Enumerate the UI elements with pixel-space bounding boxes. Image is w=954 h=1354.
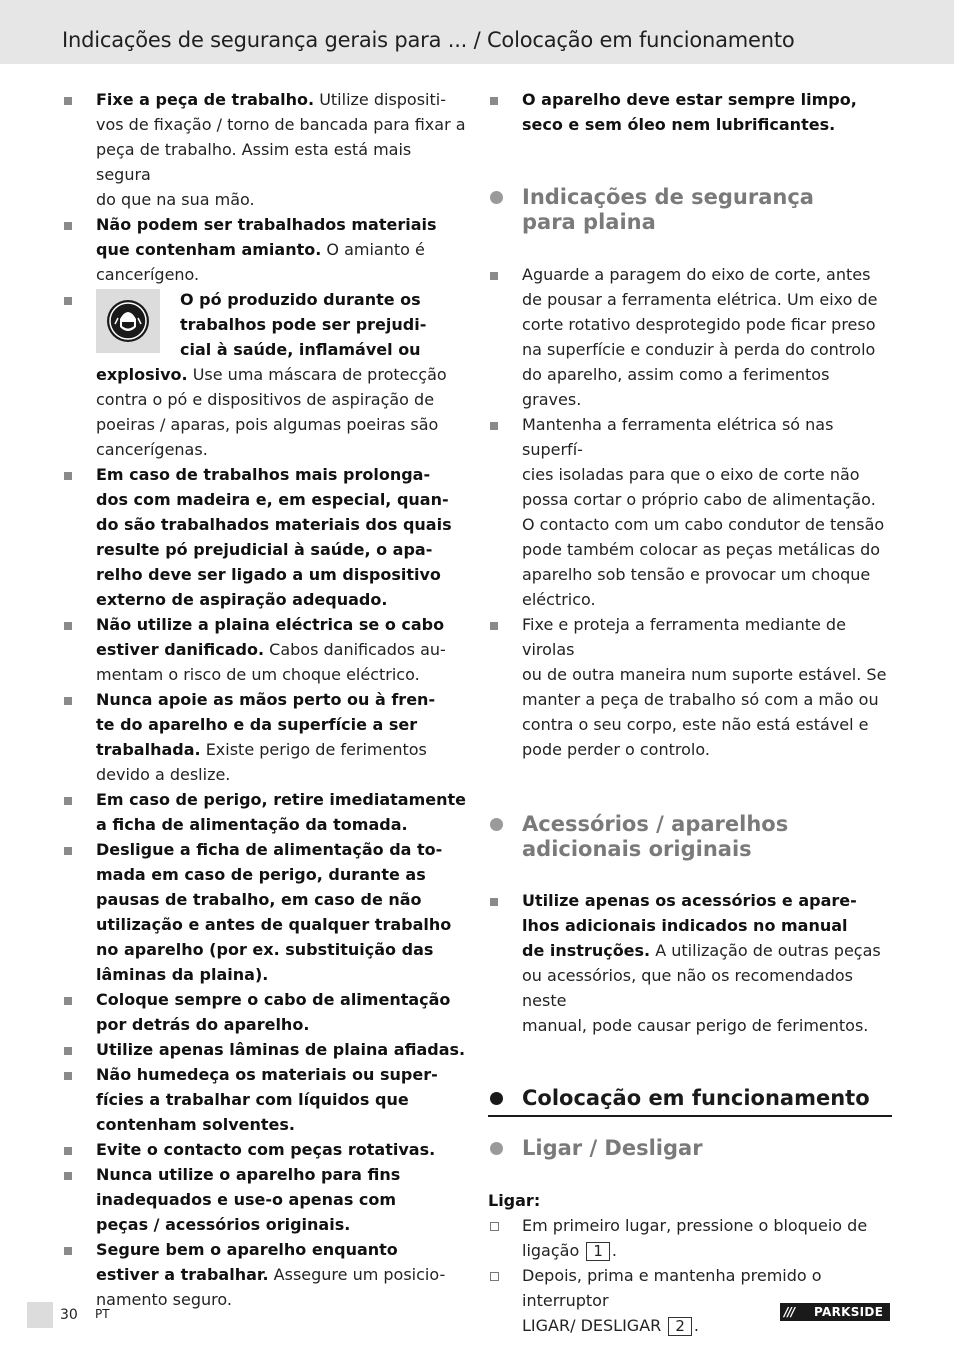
body-text: de pousar a ferramenta elétrica. Um eixo de: [522, 290, 878, 309]
bullet-icon: [490, 97, 498, 105]
body-text: ou de outra maneira num suporte estável. Se: [522, 665, 887, 684]
list-item: [488, 888, 892, 1038]
bullet-icon: [64, 1147, 72, 1155]
bold-text: lhos adicionais indicados no manual: [522, 916, 848, 935]
bold-text: de instruções.: [522, 941, 651, 960]
list-item: [62, 1137, 466, 1162]
list-item: [62, 212, 466, 287]
body-text: peça de trabalho. Assim esta está mais segura: [96, 140, 412, 184]
page-number-box: [27, 1302, 53, 1328]
bold-text: no aparelho (por ex. substituição das: [96, 940, 434, 959]
body-text: Fixe e proteja a ferramenta mediante de virolas: [522, 615, 846, 659]
bold-text: Utilize apenas os acessórios e apare-: [522, 891, 857, 910]
bold-text: O aparelho deve estar sempre limpo,: [522, 90, 857, 109]
body-text: vos de fixação / torno de bancada para fixar a: [96, 115, 466, 134]
list-item: [62, 1037, 466, 1062]
list-item: [62, 1237, 466, 1312]
body-text: Utilize dispositi-: [319, 90, 446, 109]
body-text: mentam o risco de um choque eléctrico.: [96, 665, 420, 684]
body-text: O contacto com um cabo condutor de tensão: [522, 515, 885, 534]
bold-text: estiver danificado.: [96, 640, 265, 659]
list-item: [62, 837, 466, 987]
body-text: Depois, prima e mantenha premido o interruptor: [522, 1266, 822, 1310]
heading-line: para plaina: [522, 210, 656, 234]
bold-text: Nunca apoie as mãos perto ou à fren-: [96, 690, 436, 709]
heading-dot-icon: [490, 1142, 503, 1155]
bold-text: cial à saúde, inflamável ou: [180, 340, 421, 359]
body-text: Use uma máscara de protecção: [192, 365, 447, 384]
list-item: [488, 262, 892, 412]
heading-line: adicionais originais: [522, 837, 752, 861]
list-item: [62, 987, 466, 1037]
heading-dot-icon: [490, 818, 503, 831]
bullet-icon: [490, 422, 498, 430]
bullet-icon: [64, 1172, 72, 1180]
language-code: PT: [95, 1307, 110, 1321]
bold-text: utilização e antes de qualquer trabalho: [96, 915, 452, 934]
bold-text: estiver a trabalhar.: [96, 1265, 269, 1284]
section-heading-acessorios: [488, 812, 892, 862]
section-heading-colocacao: [488, 1086, 892, 1111]
bold-text: Utilize apenas lâminas de plaina afiadas.: [96, 1040, 466, 1059]
bullet-icon: [64, 1047, 72, 1055]
right-column: [488, 87, 892, 1338]
body-text: pode perder o controlo.: [522, 740, 710, 759]
body-text: Em primeiro lugar, pressione o bloqueio de: [522, 1216, 868, 1235]
bold-text: explosivo.: [96, 365, 188, 384]
body-text: Mantenha a ferramenta elétrica só nas superfí-: [522, 415, 834, 459]
body-text: ligação: [522, 1241, 580, 1260]
body-text: na superfície e conduzir à perda do controlo: [522, 340, 876, 359]
dust-mask-icon: [96, 289, 160, 353]
heading-underline: [488, 1115, 892, 1117]
bullet-icon: [64, 622, 72, 630]
body-text: .: [611, 1241, 617, 1260]
bullet-icon: [64, 1072, 72, 1080]
bold-text: inadequados e use-o apenas com: [96, 1190, 397, 1209]
bold-text: Fixe a peça de trabalho.: [96, 90, 315, 109]
body-text: O amianto é: [326, 240, 425, 259]
list-item: [62, 687, 466, 787]
heading-line: Ligar / Desligar: [522, 1136, 703, 1160]
bold-text: peças / acessórios originais.: [96, 1215, 351, 1234]
bold-text: trabalhada.: [96, 740, 201, 759]
bold-text: Não podem ser trabalhados materiais: [96, 215, 437, 234]
key-reference-2: 2: [668, 1317, 692, 1336]
left-column: [62, 87, 466, 1312]
bullet-icon: [64, 297, 72, 305]
checkbox-bullet-icon: [490, 1272, 499, 1281]
body-text: Existe perigo de ferimentos: [205, 740, 427, 759]
bullet-icon: [490, 272, 498, 280]
heading-dot-icon: [490, 1092, 503, 1105]
list-item: [62, 462, 466, 612]
bullet-icon: [64, 847, 72, 855]
list-item: [62, 787, 466, 837]
list-item: [488, 612, 892, 762]
bullet-icon: [64, 797, 72, 805]
bold-text: Em caso de trabalhos mais prolonga-: [96, 465, 431, 484]
bold-text: externo de aspiração adequado.: [96, 590, 388, 609]
list-item: [488, 412, 892, 612]
parkside-logo: [780, 1303, 890, 1321]
bullet-icon: [64, 472, 72, 480]
heading-line: Indicações de segurança: [522, 185, 814, 209]
bullet-icon: [64, 222, 72, 230]
logo-text: PARKSIDE: [814, 1305, 884, 1319]
body-text: poeiras / aparas, pois algumas poeiras são: [96, 415, 439, 434]
list-item: [62, 612, 466, 687]
body-text: do aparelho, assim como a ferimentos graves.: [522, 365, 830, 409]
body-text: manual, pode causar perigo de ferimentos.: [522, 1016, 869, 1035]
bold-text: mada em caso de perigo, durante as: [96, 865, 426, 884]
body-text: cies isoladas para que o eixo de corte não: [522, 465, 860, 484]
mixed-line: [96, 87, 466, 112]
list-item: [62, 1162, 466, 1237]
bullet-icon: [490, 898, 498, 906]
list-item: [488, 87, 892, 137]
body-text: cancerígenas.: [96, 440, 208, 459]
bold-text: Evite o contacto com peças rotativas.: [96, 1140, 436, 1159]
bold-text: Desligue a ficha de alimentação da to-: [96, 840, 443, 859]
plaina-list: [488, 262, 892, 762]
bold-text: seco e sem óleo nem lubrificantes.: [522, 115, 836, 134]
bold-text: O pó produzido durante os: [180, 290, 421, 309]
body-text: eléctrico.: [522, 590, 596, 609]
body-text: cancerígeno.: [96, 265, 200, 284]
checkbox-bullet-icon: [490, 1222, 499, 1231]
bold-text: Segure bem o aparelho enquanto: [96, 1240, 398, 1259]
body-text: corte rotativo desprotegido pode ficar preso: [522, 315, 876, 334]
mixed-line: [96, 1262, 466, 1287]
step-item: [488, 1263, 892, 1338]
bold-text: relho deve ser ligado a um dispositivo: [96, 565, 441, 584]
list-item: [62, 1062, 466, 1137]
list-item: [62, 87, 466, 212]
body-text: Assegure um posicio-: [273, 1265, 446, 1284]
bold-text: a ficha de alimentação da tomada.: [96, 815, 408, 834]
bold-text: fícies a trabalhar com líquidos que: [96, 1090, 409, 1109]
bold-text: dos com madeira e, em especial, quan-: [96, 490, 449, 509]
body-text: namento seguro.: [96, 1290, 232, 1309]
body-text: manter a peça de trabalho só com a mão ou: [522, 690, 879, 709]
body-text: .: [693, 1316, 699, 1335]
bold-text: do são trabalhados materiais dos quais: [96, 515, 452, 534]
bold-text: te do aparelho e da superfície a ser: [96, 715, 418, 734]
logo-slashes: ///: [784, 1305, 795, 1319]
bullet-icon: [64, 1247, 72, 1255]
bullet-icon: [64, 97, 72, 105]
body-text: LIGAR/ DESLIGAR: [522, 1316, 662, 1335]
step-item: [488, 1213, 892, 1263]
body-text: ou acessórios, que não os recomendados neste: [522, 966, 853, 1010]
bullet-icon: [64, 697, 72, 705]
key-reference-1: 1: [586, 1242, 610, 1261]
body-text: A utilização de outras peças: [655, 941, 881, 960]
bold-text: Não utilize a plaina eléctrica se o cabo: [96, 615, 445, 634]
body-text: devido a deslize.: [96, 765, 231, 784]
body-text: pode também colocar as peças metálicas do: [522, 540, 881, 559]
bold-text: que contenham amianto.: [96, 240, 322, 259]
mixed-line: [96, 237, 466, 262]
list-item: [62, 287, 466, 462]
section-heading-ligar: [488, 1136, 892, 1161]
heading-dot-icon: [490, 191, 503, 204]
page-title: Indicações de segurança gerais para ... / Colocação em funcionamento: [62, 28, 795, 52]
heading-line: Acessórios / aparelhos: [522, 812, 789, 836]
bold-text: contenham solventes.: [96, 1115, 295, 1134]
bold-text: Em caso de perigo, retire imediatamente: [96, 790, 466, 809]
bold-text: lâminas da plaina).: [96, 965, 269, 984]
page-number: 30: [60, 1307, 78, 1323]
section-heading-plaina: [488, 185, 892, 235]
body-text: contra o seu corpo, este não está estável e: [522, 715, 869, 734]
bold-text: resulte pó prejudicial à saúde, o apa-: [96, 540, 433, 559]
bullet-icon: [490, 622, 498, 630]
bold-text: por detrás do aparelho.: [96, 1015, 310, 1034]
bold-text: Nunca utilize o aparelho para fins: [96, 1165, 401, 1184]
bold-text: trabalhos pode ser prejudi-: [180, 315, 427, 334]
mixed-line: [96, 737, 466, 762]
body-text: Cabos danificados au-: [269, 640, 446, 659]
ligar-label: Ligar:: [488, 1191, 541, 1210]
bold-text: Coloque sempre o cabo de alimentação: [96, 990, 451, 1009]
body-text: Aguarde a paragem do eixo de corte, antes: [522, 265, 871, 284]
mixed-line: [96, 637, 466, 662]
bold-text: pausas de trabalho, em caso de não: [96, 890, 422, 909]
mixed-line: [96, 362, 466, 387]
body-text: aparelho sob tensão e provocar um choque: [522, 565, 871, 584]
body-text: do que na sua mão.: [96, 190, 255, 209]
bold-text: Não humedeça os materiais ou super-: [96, 1065, 438, 1084]
body-text: possa cortar o próprio cabo de alimentação.: [522, 490, 876, 509]
heading-line: Colocação em funcionamento: [522, 1086, 870, 1110]
bullet-icon: [64, 997, 72, 1005]
body-text: contra o pó e dispositivos de aspiração de: [96, 390, 435, 409]
